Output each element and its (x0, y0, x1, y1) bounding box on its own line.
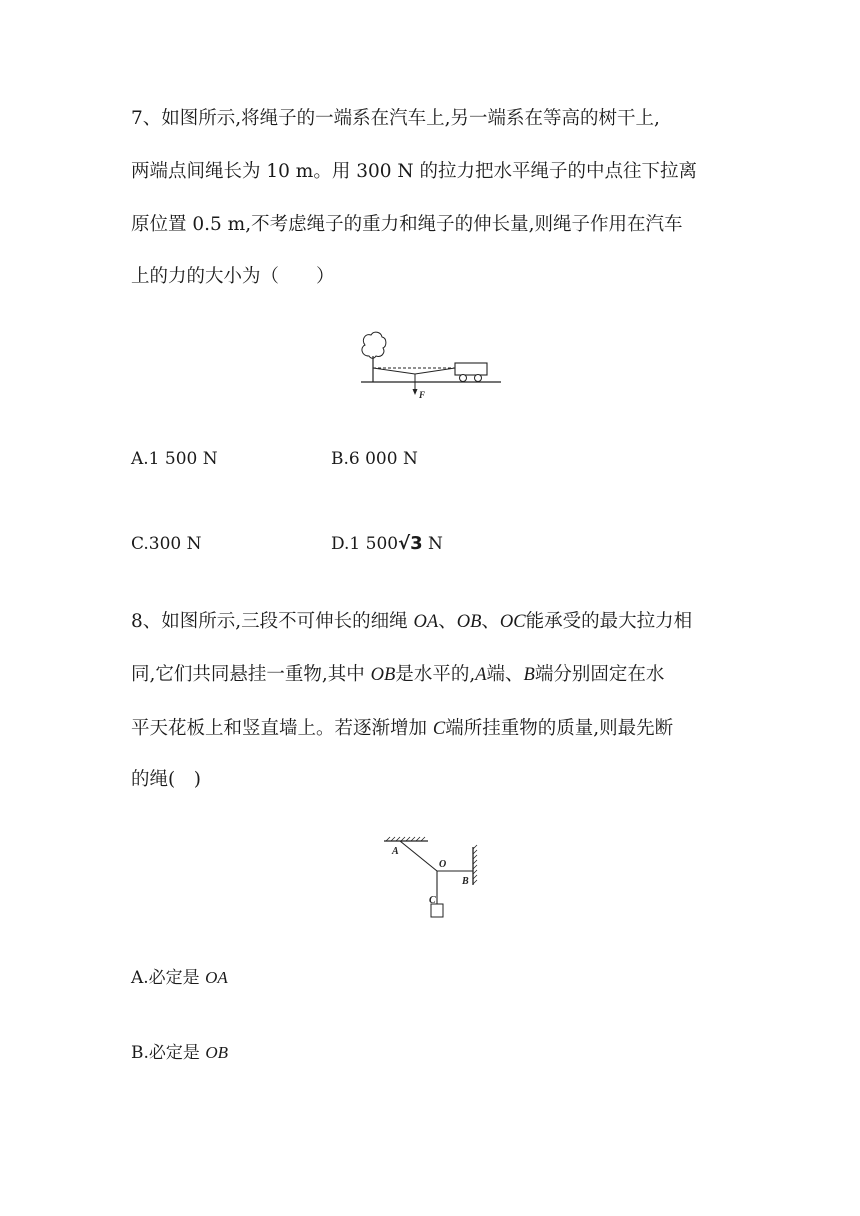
text: 同,它们共同悬挂一重物,其中 (131, 664, 371, 685)
text: 端分别固定在水 (534, 664, 665, 685)
q8-option-b[interactable] (131, 1041, 228, 1065)
text: 端、 (486, 664, 524, 685)
q8-text-line-2 (131, 663, 664, 687)
q8-figure-rope-system (380, 833, 490, 923)
force-label: F (419, 390, 426, 400)
var-oa: OA (205, 968, 228, 987)
q8-text-line-4: 的绳( ) (131, 769, 201, 790)
q7-option-d[interactable] (331, 532, 443, 556)
q7-text-line-1: 7、如图所示,将绳子的一端系在汽车上,另一端系在等高的树干上, (131, 108, 660, 129)
text: 、 (481, 611, 500, 632)
var-ob: OB (205, 1043, 228, 1062)
car-icon (455, 363, 487, 375)
text: 是水平的, (395, 664, 476, 685)
tree-icon (362, 332, 386, 358)
option-prefix: B.必定是 (131, 1043, 206, 1063)
q7-option-c[interactable]: C.300 N (131, 534, 202, 554)
text: 平天花板上和竖直墙上。若逐渐增加 (131, 718, 433, 739)
q7-option-b[interactable]: B.6 000 N (331, 449, 418, 469)
label-c: C (429, 895, 436, 906)
text: 8、如图所示,三段不可伸长的细绳 (131, 611, 414, 632)
label-o: O (439, 859, 447, 870)
q7-option-d-prefix: D.1 500 (331, 534, 399, 554)
var-ob: OB (370, 665, 396, 685)
q7-text-line-3: 原位置 0.5 m,不考虑绳子的重力和绳子的伸长量,则绳子作用在汽车 (131, 214, 683, 235)
text: 、 (438, 611, 457, 632)
text: 能承受的最大拉力相 (525, 611, 693, 632)
var-b: B (523, 665, 535, 685)
label-a: A (392, 846, 399, 857)
q7-option-d-suffix: N (422, 534, 443, 554)
var-oc: OC (499, 612, 526, 632)
q7-text-line-2: 两端点间绳长为 10 m。用 300 N 的拉力把水平绳子的中点往下拉离 (131, 161, 697, 182)
q8-text-line-1 (131, 610, 692, 634)
q8-option-a[interactable] (131, 966, 228, 990)
q7-option-a[interactable]: A.1 500 N (131, 449, 218, 469)
sqrt-three-symbol: √3 (398, 533, 423, 554)
label-b: B (462, 876, 469, 887)
q7-figure-tree-car-rope (355, 330, 505, 402)
text: 端所挂重物的质量,则最先断 (445, 718, 674, 739)
var-ob: OB (456, 612, 482, 632)
q8-text-line-3 (131, 717, 673, 741)
var-a: A (475, 665, 487, 685)
var-c: C (432, 719, 446, 739)
option-prefix: A.必定是 (131, 968, 206, 988)
q7-text-line-4: 上的力的大小为（ ） (131, 266, 335, 287)
var-oa: OA (413, 612, 439, 632)
